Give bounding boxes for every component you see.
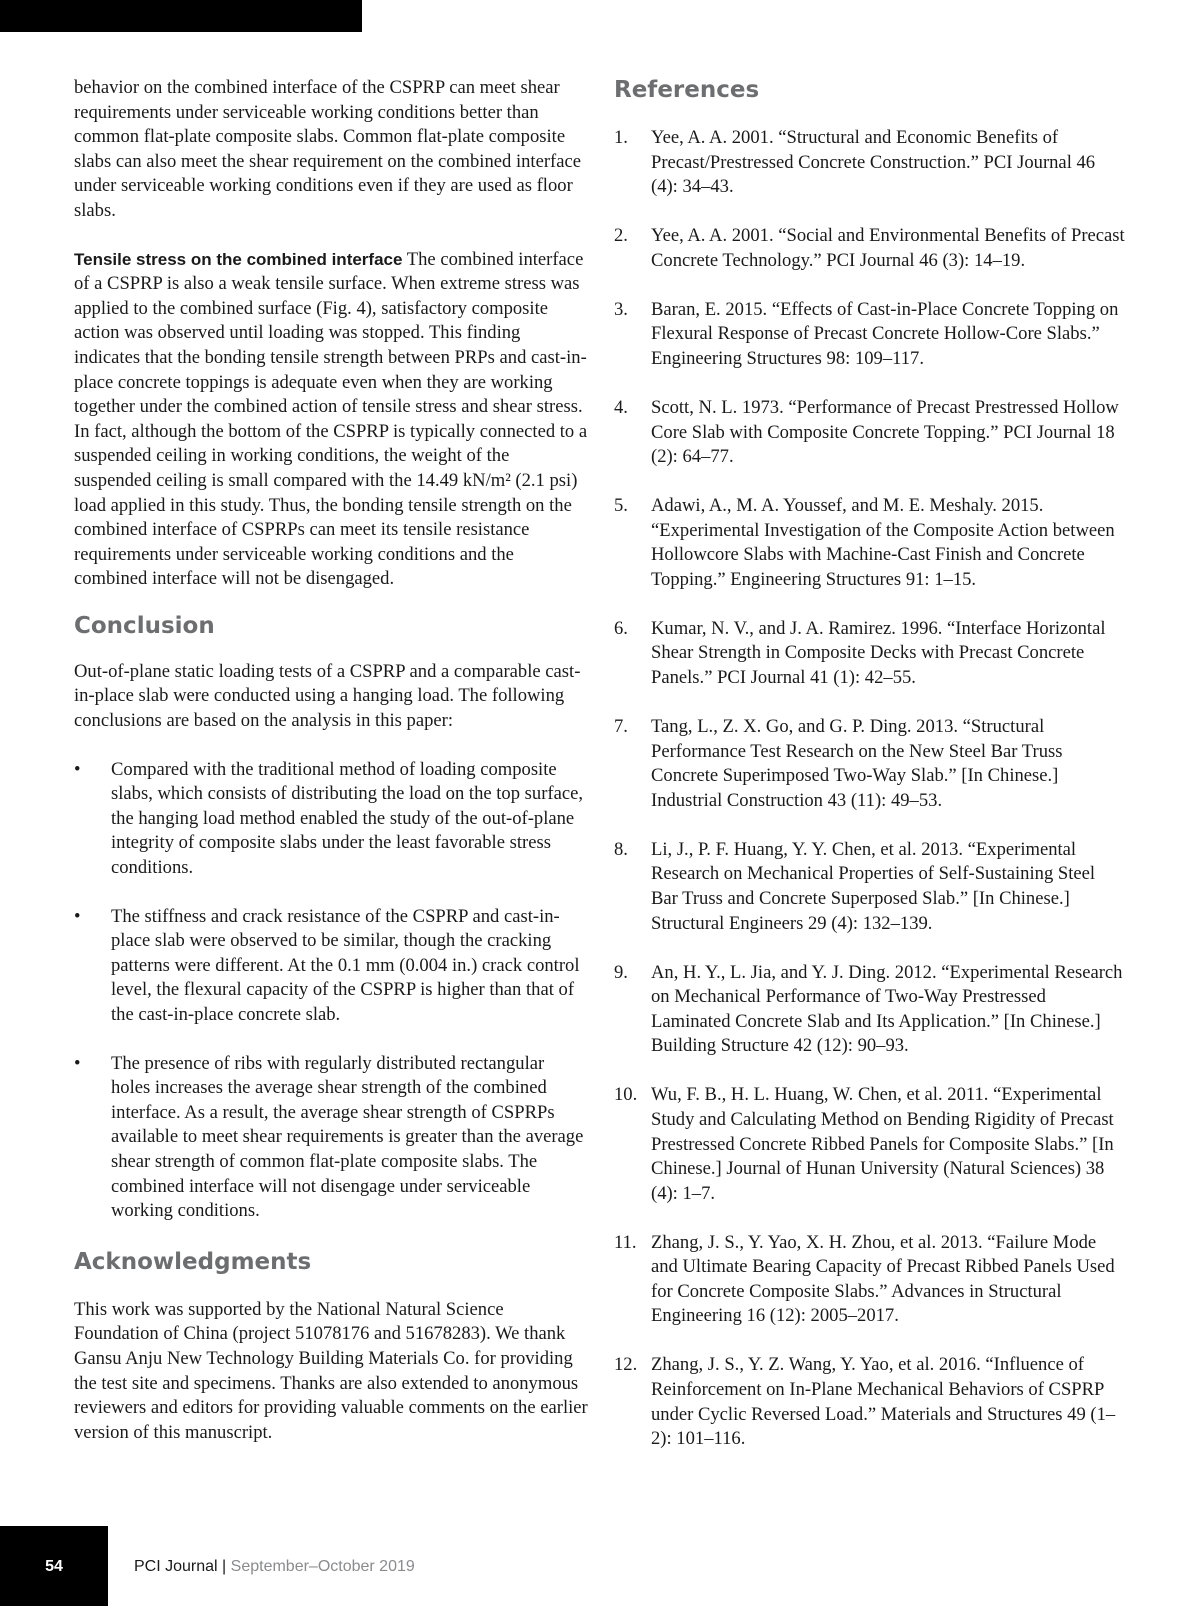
continuation-paragraph: behavior on the combined interface of the CSPRP can meet shear requirements under serviceable working conditions better than common flat-plate composite slabs. Common flat-plate composite slabs can also meet the shear requirement on the combined interface under serviceable working conditions even if they are used as floor slabs.	[74, 77, 581, 221]
reference-item	[614, 224, 1126, 273]
reference-number: 5.	[614, 495, 628, 517]
top-black-bar	[0, 0, 362, 32]
reference-number: 4.	[614, 396, 628, 418]
conclusion-intro: Out-of-plane static loading tests of a CSPRP and a comparable cast-in-place slab were conducted using a hanging load. The following conclusions are based on the analysis in this paper:	[74, 660, 581, 732]
reference-number: 12.	[614, 1354, 638, 1376]
reference-number: 11.	[614, 1231, 637, 1253]
issue-date: September–October 2019	[230, 1558, 415, 1575]
reference-item	[614, 961, 1126, 1059]
footer-running-title	[134, 1558, 415, 1576]
reference-text: Tang, L., Z. X. Go, and G. P. Ding. 2013. “Structural Performance Test Research on the New Steel Bar Truss Concrete Superimposed Two-Way Slab.” [In Chinese.] Industrial Construction 43 (11): 49–53.	[651, 716, 1063, 811]
reference-text: Li, J., P. F. Huang, Y. Y. Chen, et al. 2013. “Experimental Research on Mechanical Properties of Self-Sustaining Steel Bar Truss and Concrete Superposed Slab.” [In Chinese.] Structural Engineers 29 (4): 132–139.	[651, 838, 1096, 934]
reference-item	[614, 1231, 1126, 1329]
bullet-text: Compared with the traditional method of loading composite slabs, which consists of distributing the load on the top surface, the hanging load method enabled the study of the out-of-plane integrity of composite slabs under the least favorable stress conditions.	[111, 758, 583, 879]
reference-item	[614, 396, 1126, 470]
reference-text: Zhang, J. S., Y. Yao, X. H. Zhou, et al. 2013. “Failure Mode and Ultimate Bearing Capacity of Precast Ribbed Panels Used for Concrete Composite Slabs.” Advances in Structural Engineering 16 (12): 2005–2017.	[651, 1231, 1115, 1327]
reference-number: 10.	[614, 1084, 638, 1106]
tensile-body: The combined interface of a CSPRP is also a weak tensile surface. When extreme stress was applied to the combined surface (Fig. 4), satisfactory composite action was observed until loading was stopped. This finding indicates that the bonding tensile strength between PRPs and cast-in-place concrete toppings is adequate even when they are working together under the combined action of tensile stress and shear stress. In fact, although the bottom of the CSPRP is typically connected to a suspended ceiling in working conditions, the weight of the suspended ceiling is small compared with the 14.49 kN/m² (2.1 psi) load applied in this study. Thus, the bonding tensile strength on the combined interface of CSPRPs can meet its tensile resistance requirements under serviceable working conditions and the combined interface will not be disengaged.	[74, 248, 588, 590]
reference-number: 7.	[614, 716, 628, 738]
bullet-dot: •	[74, 758, 81, 780]
reference-text: Baran, E. 2015. “Effects of Cast-in-Place Concrete Topping on Flexural Response of Precast Concrete Hollow-Core Slabs.” Engineering Structures 98: 109–117.	[651, 298, 1119, 369]
reference-item	[614, 617, 1126, 691]
right-column	[614, 76, 1126, 1476]
reference-text: Wu, F. B., H. L. Huang, W. Chen, et al. 2011. “Experimental Study and Calculating Method on Bending Rigidity of Precast Prestressed Concrete Ribbed Panels for Composite Slabs.” [In Chinese.] Journal of Hunan University (Natural Sciences) 38 (4): 1–7.	[651, 1084, 1114, 1204]
reference-text: Adawi, A., M. A. Youssef, and M. E. Meshaly. 2015. “Experimental Investigation of the Composite Action between Hollowcore Slabs with Machine-Cast Finish and Concrete Topping.” Engineering Structures 91: 1–15.	[651, 495, 1115, 590]
reference-number: 9.	[614, 961, 628, 983]
conclusion-bullet-list	[74, 758, 588, 1224]
tensile-paragraph	[74, 248, 588, 592]
reference-item	[614, 494, 1126, 592]
acknowledgments-body: This work was supported by the National Natural Science Foundation of China (project 51078176 and 51678283). We thank Gansu Anju New Technology Building Materials Co. for providing the test site and specimens. Thanks are also extended to anonymous reviewers and editors for providing valuable comments on the earlier version of this manuscript.	[74, 1298, 588, 1443]
references-list	[614, 126, 1126, 1452]
journal-name: PCI Journal	[134, 1558, 218, 1575]
reference-number: 2.	[614, 225, 628, 247]
reference-item	[614, 1083, 1126, 1206]
footer-separator: |	[222, 1558, 227, 1575]
bullet-text: The presence of ribs with regularly distributed rectangular holes increases the average shear strength of the combined interface. As a result, the average shear strength of CSPRPs available to meet shear requirements is greater than the average shear strength of common flat-plate composite slabs. The combined interface will not disengage under serviceable working conditions.	[111, 1052, 584, 1222]
left-column	[74, 76, 588, 1445]
reference-text: Yee, A. A. 2001. “Social and Environmental Benefits of Precast Concrete Technology.” PCI Journal 46 (3): 14–19.	[651, 225, 1125, 271]
reference-text: Zhang, J. S., Y. Z. Wang, Y. Yao, et al. 2016. “Influence of Reinforcement on In-Plane Mechanical Behaviors of CSPRP under Cyclic Reversed Load.” Materials and Structures 49 (1–2): 101–116.	[651, 1354, 1116, 1450]
reference-item	[614, 1353, 1126, 1451]
reference-item	[614, 298, 1126, 372]
bullet-item	[74, 758, 588, 881]
reference-text: An, H. Y., L. Jia, and Y. J. Ding. 2012. “Experimental Research on Mechanical Performance of Two-Way Prestressed Laminated Concrete Slab and Its Application.” [In Chinese.] Building Structure 42 (12): 90–93.	[651, 961, 1123, 1057]
reference-item	[614, 126, 1126, 200]
bullet-dot: •	[74, 905, 81, 927]
conclusion-heading: Conclusion	[74, 612, 215, 639]
reference-number: 6.	[614, 617, 628, 639]
bullet-item	[74, 1052, 588, 1224]
page-number: 54	[45, 1558, 63, 1575]
reference-item	[614, 838, 1126, 936]
reference-item	[614, 715, 1126, 813]
bullet-dot: •	[74, 1052, 81, 1074]
reference-text: Kumar, N. V., and J. A. Ramirez. 1996. “Interface Horizontal Shear Strength in Composite Decks with Precast Concrete Panels.” PCI Journal 41 (1): 42–55.	[651, 617, 1106, 689]
reference-number: 8.	[614, 838, 628, 860]
tensile-runin-heading: Tensile stress on the combined interface	[74, 249, 403, 269]
reference-number: 1.	[614, 127, 628, 148]
bullet-text: The stiffness and crack resistance of the CSPRP and cast-in-place slab were observed to be similar, though the cracking patterns were different. At the 0.1 mm (0.004 in.) crack control level, the flexural capacity of the CSPRP is higher than that of the cast-in-place concrete slab.	[111, 905, 580, 1025]
reference-number: 3.	[614, 298, 628, 320]
references-heading: References	[614, 77, 760, 103]
acknowledgments-heading: Acknowledgments	[74, 1248, 312, 1275]
reference-text: Scott, N. L. 1973. “Performance of Precast Prestressed Hollow Core Slab with Composite Concrete Topping.” PCI Journal 18 (2): 64–77.	[651, 396, 1119, 468]
reference-text: Yee, A. A. 2001. “Structural and Economic Benefits of Precast/Prestressed Concrete Construction.” PCI Journal 46 (4): 34–43.	[651, 127, 1096, 198]
bullet-item	[74, 905, 588, 1028]
